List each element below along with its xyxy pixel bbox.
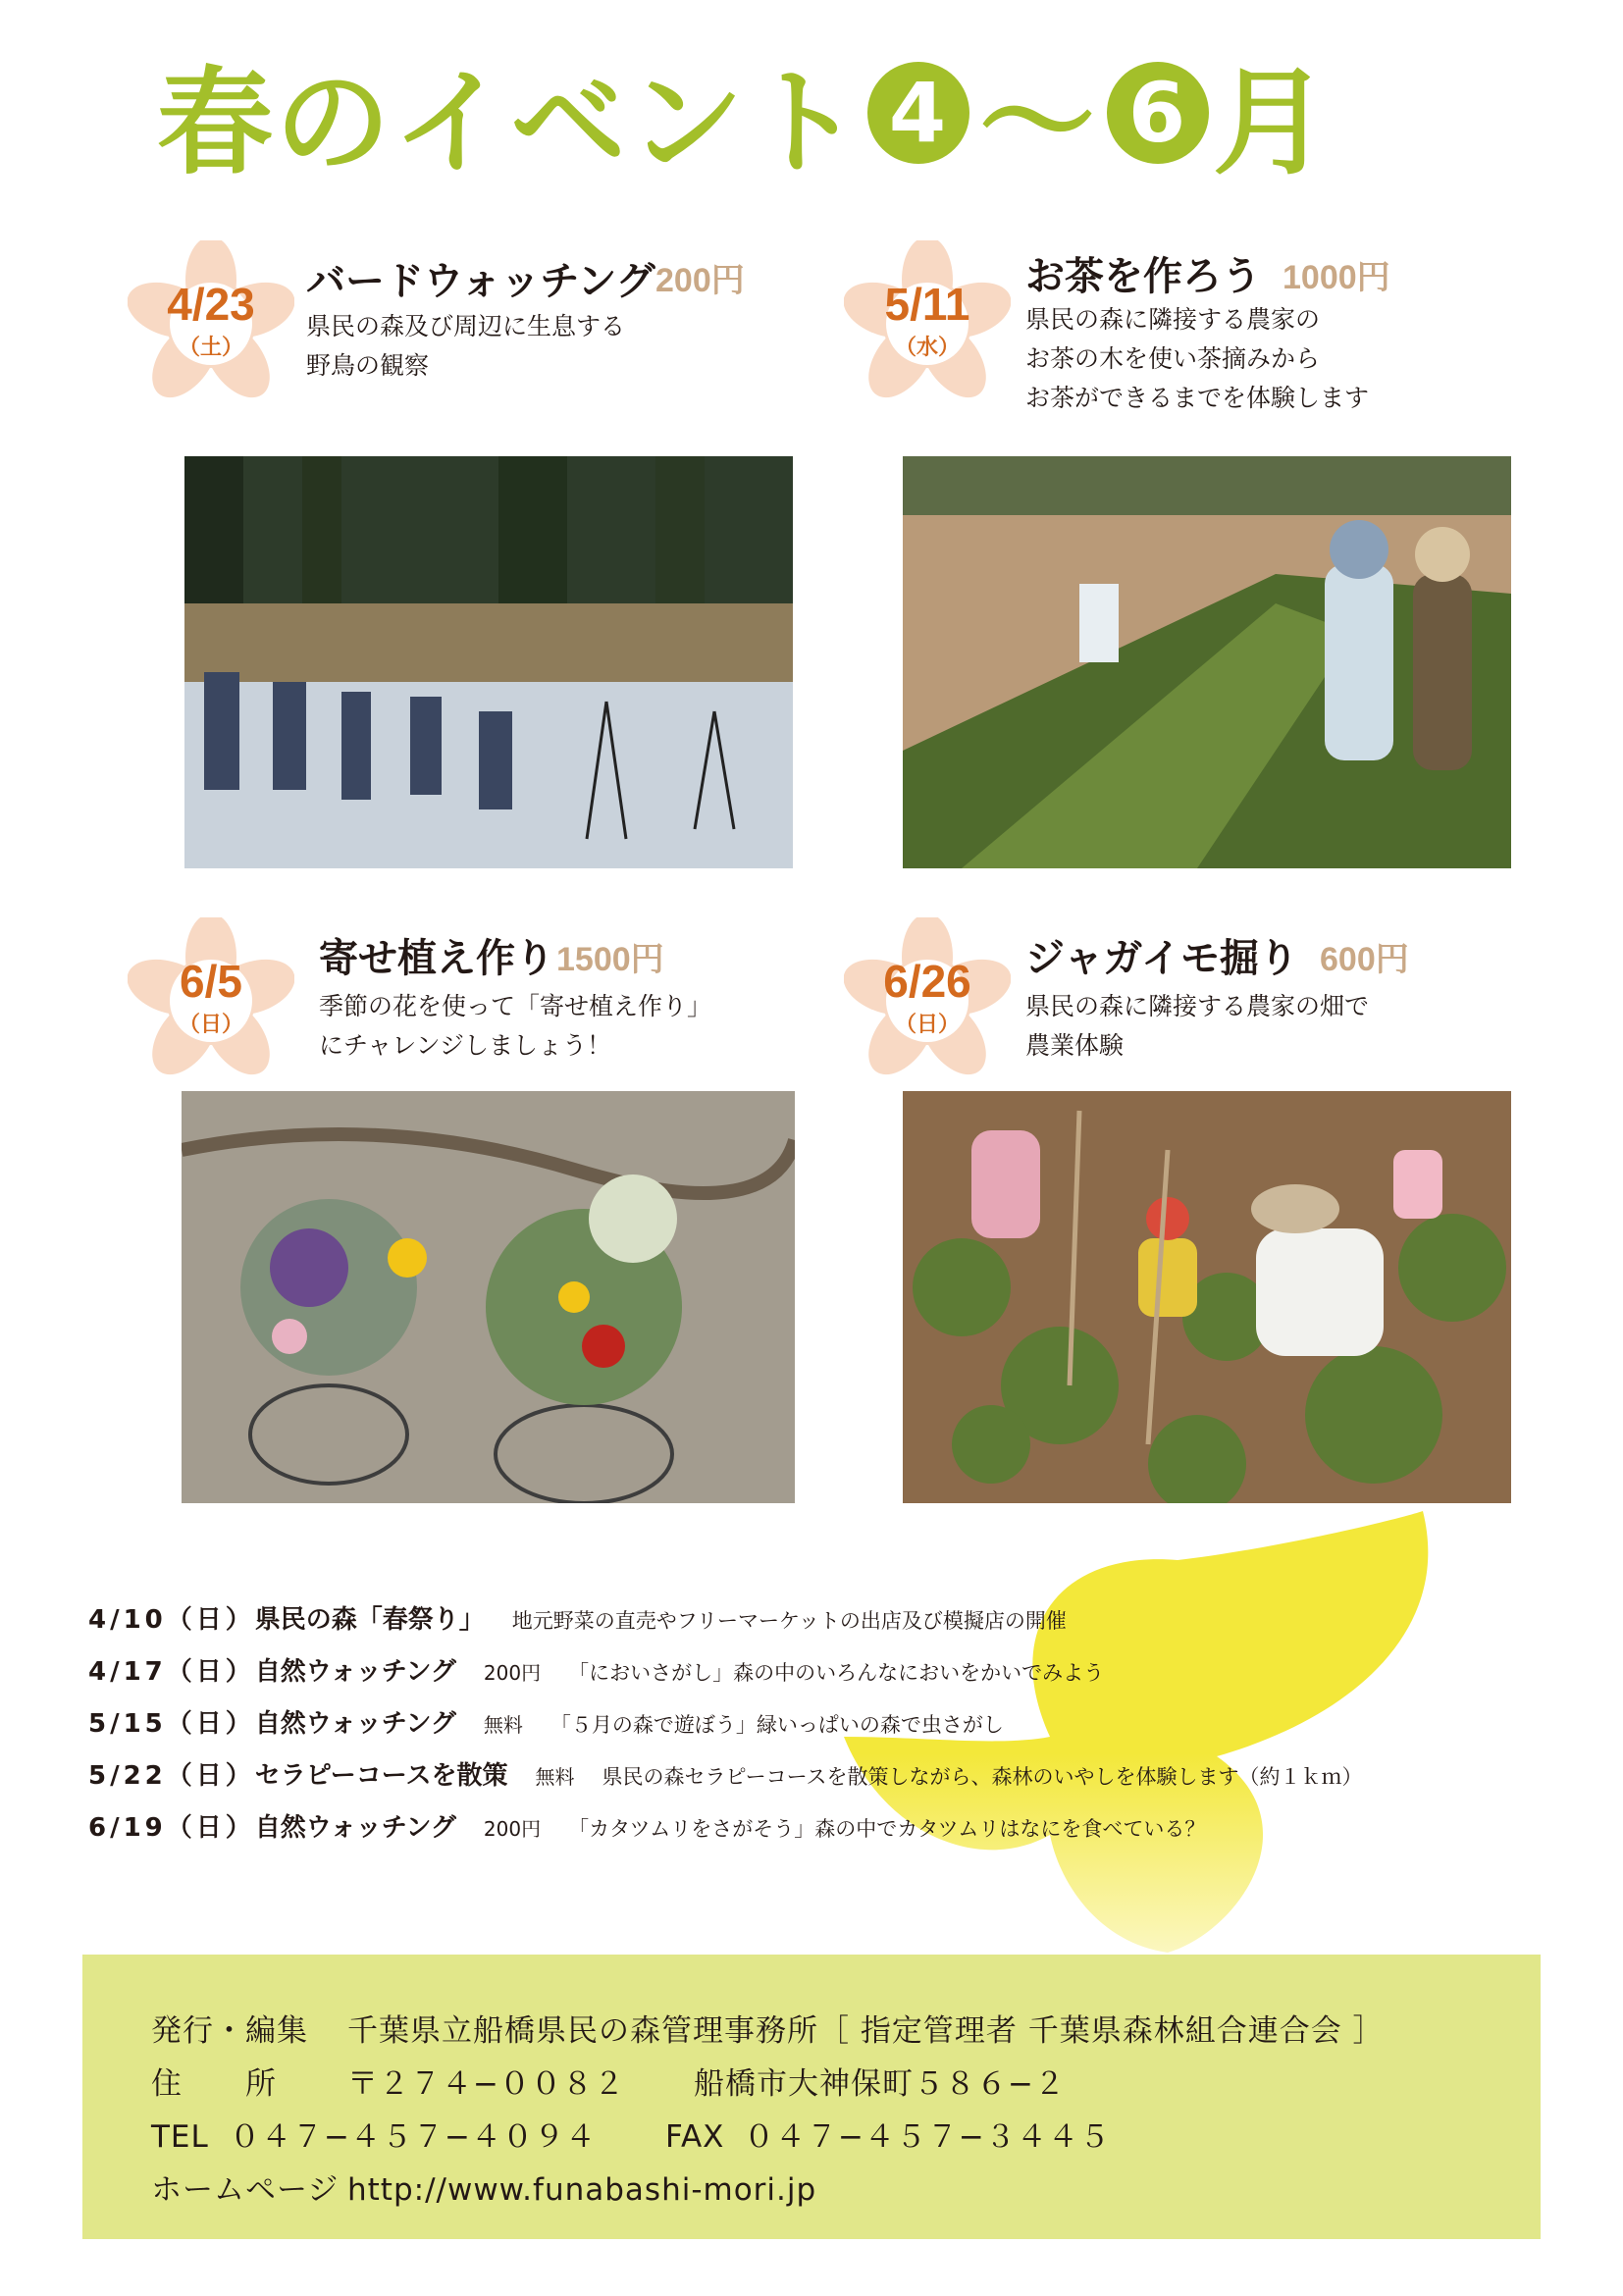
event-4-date: 6/26 <box>883 956 971 1007</box>
title-to-month: 6 <box>1107 62 1209 164</box>
footer-address-line <box>151 2059 1066 2103</box>
address: 船橋市大神保町５８６−２ <box>693 2066 1066 2102</box>
event-1-date-badge <box>128 240 294 407</box>
schedule-description: 地元野菜の直売やフリーマーケットの出店及び模擬店の開催 <box>511 1609 1067 1633</box>
page-title <box>157 39 1332 190</box>
schedule-item <box>88 1755 1363 1795</box>
schedule-price: 200円 <box>483 1817 542 1841</box>
schedule-description: 県民の森セラピーコースを散策しながら、森林のいやしを体験します（約１ｋｍ） <box>602 1765 1363 1789</box>
event-3-price: 1500円 <box>556 941 664 978</box>
schedule-name: 県民の森「春祭り」 <box>254 1605 485 1635</box>
event-2-date: 5/11 <box>884 279 970 330</box>
event-4-desc-line: 農業体験 <box>1025 1031 1125 1060</box>
event-2-date-badge <box>844 240 1011 407</box>
event-2-price: 1000円 <box>1283 259 1390 296</box>
publisher-name: 千葉県立船橋県民の森管理事務所［ 指定管理者 千葉県森林組合連合会 ］ <box>347 2013 1385 2049</box>
schedule-date: 5/15（日） <box>88 1709 255 1739</box>
schedule-item <box>88 1599 1067 1639</box>
footer-phone-line <box>151 2112 1111 2156</box>
event-1-date: 4/23 <box>167 279 255 330</box>
publisher-label: 発行・編集 <box>151 2013 308 2049</box>
event-4-date-badge <box>844 917 1011 1084</box>
event-1-title: バードウォッチング <box>306 259 655 304</box>
schedule-item <box>88 1651 1104 1691</box>
tel-label: TEL <box>151 2119 209 2155</box>
title-from-month: 4 <box>867 62 969 164</box>
event-2-photo-tea-picking <box>903 456 1511 868</box>
schedule-name: セラピーコースを散策 <box>254 1761 508 1791</box>
schedule-date: 4/10（日） <box>88 1605 255 1635</box>
event-4-price: 600円 <box>1320 941 1409 978</box>
event-3-weekday: （日） <box>178 1013 243 1037</box>
homepage-label: ホームページ <box>151 2172 340 2208</box>
schedule-description: 「カタツムリをさがそう」森の中でカタツムリはなにを食べている？ <box>568 1817 1206 1841</box>
schedule-item <box>88 1807 1205 1847</box>
event-1-price: 200円 <box>655 262 745 299</box>
event-2-title: お茶を作ろう <box>1025 254 1261 299</box>
footer-homepage-line <box>151 2165 816 2209</box>
postal-code: 〒２７４−００８２ <box>347 2066 625 2102</box>
fax-label: FAX <box>664 2119 725 2155</box>
event-4-weekday: （日） <box>894 1013 960 1037</box>
event-3-date: 6/5 <box>180 956 242 1007</box>
event-1-desc-line: 野鳥の観察 <box>306 351 430 380</box>
schedule-date: 6/19（日） <box>88 1813 255 1843</box>
schedule-price: 200円 <box>483 1661 542 1685</box>
schedule-name: 自然ウォッチング <box>254 1657 456 1687</box>
schedule-price: 無料 <box>483 1713 523 1737</box>
event-2-weekday: （水） <box>894 336 960 360</box>
event-4-photo-potato-digging <box>903 1091 1511 1503</box>
schedule-name: 自然ウォッチング <box>254 1813 456 1843</box>
event-2-desc-line: お茶の木を使い茶摘みから <box>1025 344 1321 373</box>
event-2-desc-line: お茶ができるまでを体験します <box>1025 384 1370 412</box>
title-main: 春のイベント <box>157 55 864 190</box>
schedule-price: 無料 <box>535 1765 575 1789</box>
homepage-url[interactable]: http://www.funabashi-mori.jp <box>347 2172 817 2208</box>
footer-publisher-line <box>151 2006 1385 2050</box>
event-2-description <box>1025 300 1369 418</box>
event-3-desc-line: 季節の花を使って「寄せ植え作り」 <box>319 992 712 1020</box>
schedule-date: 5/22（日） <box>88 1761 255 1791</box>
address-label: 住 所 <box>151 2066 277 2102</box>
event-4-desc-line: 県民の森に隣接する農家の畑で <box>1025 992 1370 1020</box>
schedule-item <box>88 1703 1004 1743</box>
event-3-title: 寄せ植え作り <box>319 936 554 981</box>
schedule-description: 「においさがし」森の中のいろんなにおいをかいでみよう <box>568 1661 1105 1685</box>
schedule-description: 「５月の森で遊ぼう」緑いっぱいの森で虫さがし <box>550 1713 1004 1737</box>
schedule-date: 4/17（日） <box>88 1657 255 1687</box>
event-2-desc-line: 県民の森に隣接する農家の <box>1025 305 1321 334</box>
event-1-description <box>306 307 625 386</box>
event-4-title: ジャガイモ掘り <box>1025 936 1298 981</box>
event-4-description <box>1025 987 1369 1066</box>
footer-contact-box <box>82 1955 1541 2239</box>
fax-number: ０４７−４５７−３４４５ <box>743 2119 1111 2155</box>
event-1-desc-line: 県民の森及び周辺に生息する <box>306 312 626 340</box>
event-3-photo-flower-pots <box>182 1091 795 1503</box>
tel-number: ０４７−４５７−４０９４ <box>230 2119 597 2155</box>
event-1-photo-birdwatching <box>184 456 793 868</box>
event-3-desc-line: にチャレンジしましょう！ <box>319 1031 612 1060</box>
title-month: 月 <box>1213 55 1332 190</box>
schedule-name: 自然ウォッチング <box>254 1709 456 1739</box>
event-3-date-badge <box>128 917 294 1084</box>
event-3-description <box>319 987 711 1066</box>
event-1-weekday: （土） <box>178 336 243 360</box>
title-tilde: 〜 <box>979 55 1098 190</box>
